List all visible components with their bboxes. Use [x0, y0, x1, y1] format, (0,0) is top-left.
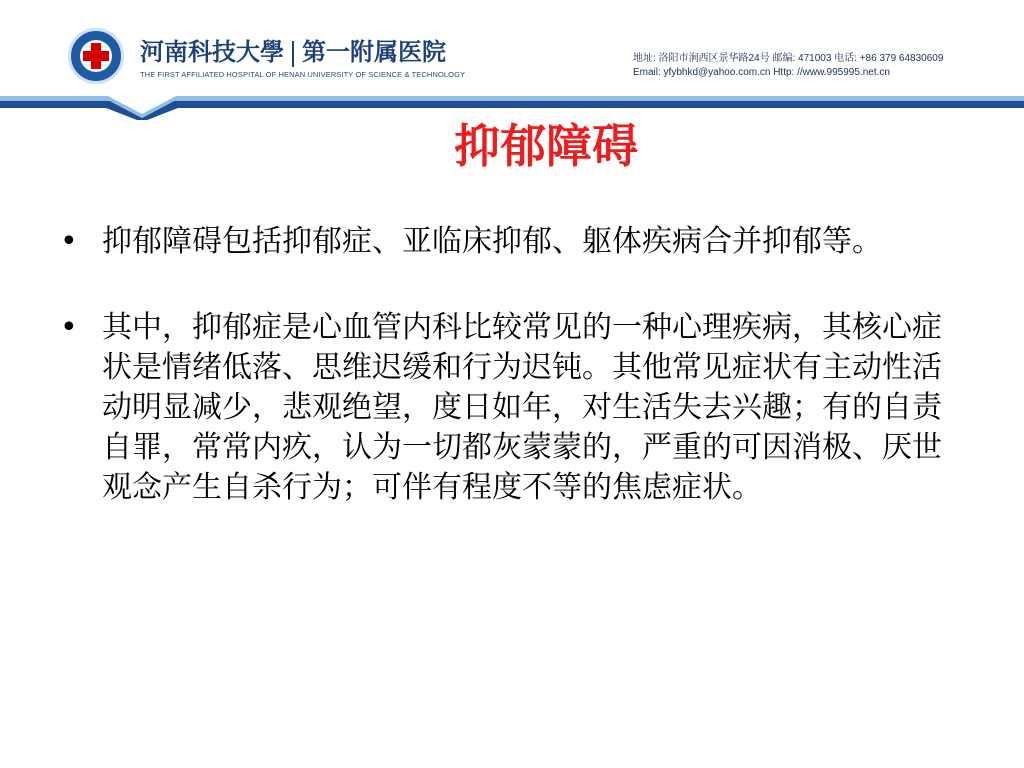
contact-web-line: Email: yfybhkd@yahoo.com.cn Http: //www.995995.net.cn — [633, 67, 890, 78]
bullet-text: 其中，抑郁症是心血管内科比较常见的一种心理疾病，其核心症状是情绪低落、思维迟缓和行为迟钝。其他常见症状有主动性活动明显减少，悲观绝望，度日如年，对生活失去兴趣；有的自责自罪，常常内疚，认为一切都灰蒙蒙的，严重的可因消极、厌世观念产生自杀行为；可伴有程度不等的焦虑症状。 — [102, 310, 942, 505]
hospital-english-name: THE FIRST AFFILIATED HOSPITAL OF HENAN UNIVERSITY OF SCIENCE & TECHNOLOGY — [140, 70, 466, 79]
contact-address-line: 地址: 洛阳市涧西区景华路24号 邮编: 471003 电话: +86 379 64830609 — [633, 53, 944, 64]
hospital-name — [140, 36, 446, 68]
bullet-item — [60, 222, 960, 262]
name-divider — [292, 41, 294, 67]
university-name: 河南科技大學 — [140, 37, 284, 66]
bullet-text: 抑郁障碍包括抑郁症、亚临床抑郁、躯体疾病合并抑郁等。 — [102, 224, 882, 259]
bullet-marker: • — [60, 224, 78, 259]
hospital-branch-name: 第一附属医院 — [302, 37, 446, 66]
slide-header — [0, 0, 1024, 110]
slide-title: 抑郁障碍 — [454, 119, 638, 173]
bullet-item — [60, 308, 960, 508]
bullet-marker: • — [60, 310, 78, 345]
slide-body — [60, 222, 960, 554]
hospital-logo-icon — [68, 28, 124, 84]
